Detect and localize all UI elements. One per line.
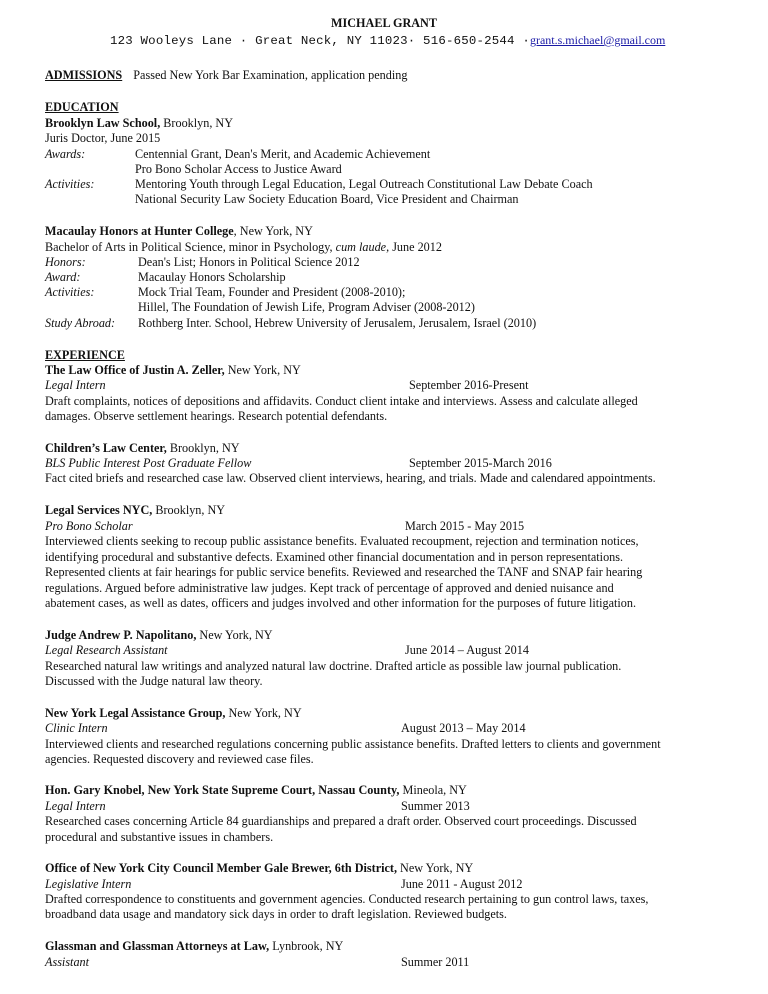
job-dates: August 2013 – May 2014 xyxy=(401,721,526,735)
bls-school: Brooklyn Law School, xyxy=(45,116,161,130)
job-dates: June 2011 - August 2012 xyxy=(401,877,523,891)
job-title: Legal Intern xyxy=(45,378,106,392)
job-location: Brooklyn, NY xyxy=(166,441,240,455)
job-title: BLS Public Interest Post Graduate Fellow xyxy=(45,456,252,470)
contact-line xyxy=(110,33,665,50)
job-desc-line: Interviewed clients and researched regulations concerning public assistance benefits. Drafted letters to clients and government xyxy=(45,737,661,751)
job-dates: Summer 2011 xyxy=(401,955,470,969)
job-employer-name: Office of New York City Council Member Gale Brewer, 6th District, xyxy=(45,861,397,875)
job-employer-name: New York Legal Assistance Group, xyxy=(45,706,226,720)
hunter-cum-laude: cum laude, xyxy=(335,240,390,254)
job-location: New York, NY xyxy=(225,706,302,720)
job-desc-line: Interviewed clients seeking to recoup public assistance benefits. Evaluated recoupment, rejection and termination notices, xyxy=(45,534,639,548)
job-location: New York, NY xyxy=(196,628,273,642)
job-employer xyxy=(45,628,273,644)
job-desc-line: regulations. Argued before administrative law judges. Kept track of percentage of approved and denied nuisance and xyxy=(45,581,614,595)
job-location: Lynbrook, NY xyxy=(269,939,344,953)
bls-degree: Juris Doctor, June 2015 xyxy=(45,131,161,145)
job-employer xyxy=(45,939,343,955)
job-dates: Summer 2013 xyxy=(401,799,470,813)
job-employer xyxy=(45,706,302,722)
job-title: Pro Bono Scholar xyxy=(45,519,133,533)
email-link[interactable]: grant.s.michael@gmail.com xyxy=(529,33,666,47)
hunter-location: , New York, NY xyxy=(233,224,313,238)
job-dates: September 2015-March 2016 xyxy=(409,456,552,470)
job-location: Mineola, NY xyxy=(399,783,467,797)
job-desc-line: Drafted correspondence to constituents and government agencies. Conducted research pertaining to gun control laws, taxes, xyxy=(45,892,649,906)
hunter-award: Macaulay Honors Scholarship xyxy=(138,270,286,284)
job-title: Legal Research Assistant xyxy=(45,643,168,657)
job-employer xyxy=(45,363,301,379)
bls-name xyxy=(45,116,233,132)
job-employer-name: Legal Services NYC, xyxy=(45,503,153,517)
job-location: Brooklyn, NY xyxy=(152,503,226,517)
hunter-activities-label: Activities: xyxy=(45,285,95,299)
job-employer-name: Hon. Gary Knobel, New York State Supreme Court, Nassau County, xyxy=(45,783,400,797)
job-title: Clinic Intern xyxy=(45,721,108,735)
job-desc-line: identifying procedural and substantive defects. Examined other financial documentation and in person representations. xyxy=(45,550,624,564)
resume-name xyxy=(0,16,768,32)
job-location: New York, NY xyxy=(224,363,301,377)
job-employer xyxy=(45,783,467,799)
job-desc-line: Researched cases concerning Article 84 guardianships and prepared a draft order. Observed court proceedings. Discussed xyxy=(45,814,637,828)
hunter-activities-2: Hillel, The Foundation of Jewish Life, Program Adviser (2008-2012) xyxy=(138,300,475,314)
admissions-section xyxy=(45,68,407,84)
bls-activities-2: National Security Law Society Education Board, Vice President and Chairman xyxy=(135,192,519,206)
hunter-degree-date: June 2012 xyxy=(389,240,442,254)
job-employer-name: Children’s Law Center, xyxy=(45,441,167,455)
job-dates: June 2014 – August 2014 xyxy=(405,643,529,657)
job-dates: September 2016-Present xyxy=(409,378,529,392)
bls-location: Brooklyn, NY xyxy=(160,116,234,130)
hunter-degree xyxy=(45,240,442,256)
job-employer-name: The Law Office of Justin A. Zeller, xyxy=(45,363,225,377)
bls-awards-1: Centennial Grant, Dean's Merit, and Academic Achievement xyxy=(135,147,431,161)
job-desc-line: Fact cited briefs and researched case law. Observed client interviews, hearing, and trials. Made and calendared appointments. xyxy=(45,471,656,485)
job-title: Legislative Intern xyxy=(45,877,132,891)
job-title: Assistant xyxy=(45,955,90,969)
bls-activities-label: Activities: xyxy=(45,177,95,191)
job-dates: March 2015 - May 2015 xyxy=(405,519,525,533)
bls-activities-1: Mentoring Youth through Legal Education, Legal Outreach Constitutional Law Debate Coach xyxy=(135,177,593,191)
experience-heading: EXPERIENCE xyxy=(45,348,125,362)
job-employer xyxy=(45,861,473,877)
job-desc-line: Draft complaints, notices of depositions and affidavits. Conduct client intake and interviews. Assess and calculate alleged xyxy=(45,394,638,408)
job-employer-name: Judge Andrew P. Napolitano, xyxy=(45,628,197,642)
hunter-school: Macaulay Honors at Hunter College xyxy=(45,224,234,238)
name-text: MICHAEL GRANT xyxy=(331,16,437,30)
hunter-activities-1: Mock Trial Team, Founder and President (2008-2010); xyxy=(138,285,406,299)
job-title: Legal Intern xyxy=(45,799,106,813)
job-employer xyxy=(45,503,225,519)
job-location: New York, NY xyxy=(397,861,474,875)
admissions-text: Passed New York Bar Examination, application pending xyxy=(133,68,408,82)
job-desc-line: broadband data usage and mandatory sick days in order to draft legislation. Reviewed budgets. xyxy=(45,907,507,921)
job-employer-name: Glassman and Glassman Attorneys at Law, xyxy=(45,939,270,953)
job-desc-line: abatement cases, as well as dates, officers and judges involved and other information for the purposes of future litigation. xyxy=(45,596,637,610)
hunter-honors-label: Honors: xyxy=(45,255,86,269)
bls-awards-label: Awards: xyxy=(45,147,86,161)
hunter-degree-text: Bachelor of Arts in Political Science, minor in Psychology, xyxy=(45,240,336,254)
hunter-honors: Dean's List; Honors in Political Science 2012 xyxy=(138,255,360,269)
job-desc-line: procedural and substantive issues in chambers. xyxy=(45,830,274,844)
job-desc-line: damages. Observe settlement hearings. Research potential defendants. xyxy=(45,409,388,423)
job-desc-line: Represented clients at fair hearings for public service benefits. Reviewed and researched the TANF and SNAP fair hearing xyxy=(45,565,643,579)
education-heading: EDUCATION xyxy=(45,100,119,114)
admissions-heading: ADMISSIONS xyxy=(45,68,123,82)
hunter-award-label: Award: xyxy=(45,270,81,284)
job-desc-line: Discussed with the Judge natural law theory. xyxy=(45,674,263,688)
hunter-name xyxy=(45,224,313,240)
address-text: 123 Wooleys Lane · Great Neck, NY 11023· 516-650-2544 · xyxy=(110,34,530,48)
hunter-abroad-label: Study Abroad: xyxy=(45,316,116,330)
job-desc-line: agencies. Requested discovery and reviewed case files. xyxy=(45,752,314,766)
job-desc-line: Researched natural law writings and analyzed natural law doctrine. Drafted article as possible law journal publication. xyxy=(45,659,622,673)
job-employer xyxy=(45,441,240,457)
bls-awards-2: Pro Bono Scholar Access to Justice Award xyxy=(135,162,342,176)
hunter-abroad: Rothberg Inter. School, Hebrew University of Jerusalem, Jerusalem, Israel (2010) xyxy=(138,316,537,330)
